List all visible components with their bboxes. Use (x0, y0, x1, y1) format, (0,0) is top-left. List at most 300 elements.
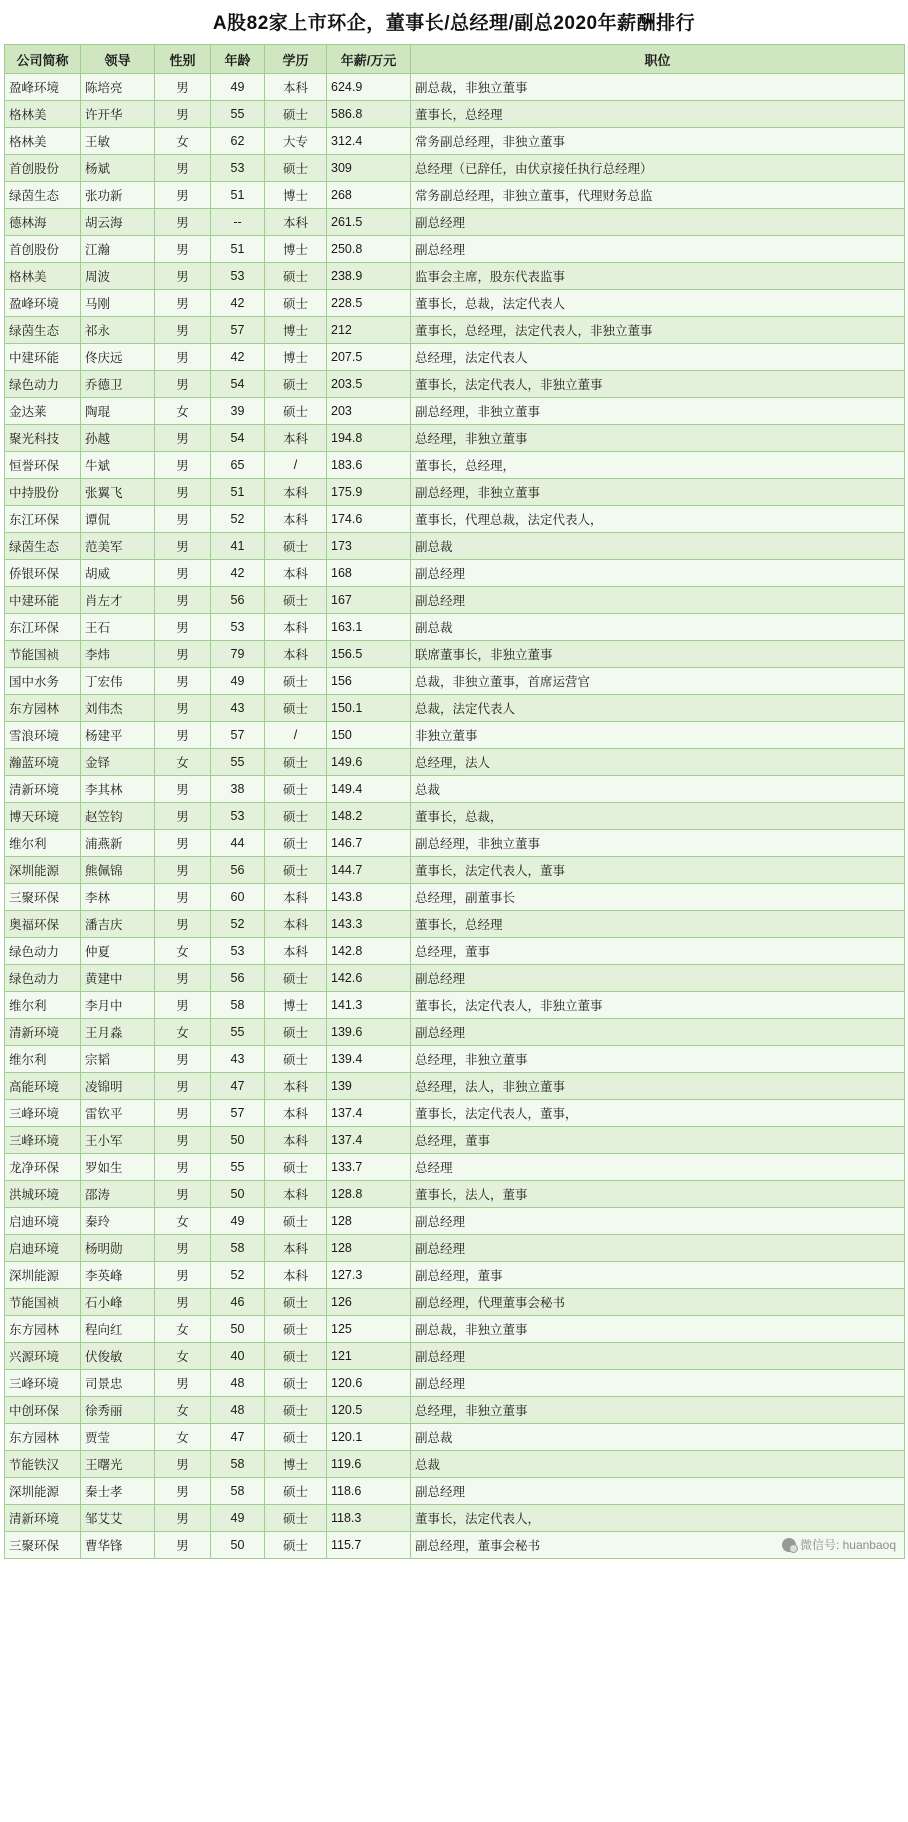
table-cell: 238.9 (327, 263, 411, 290)
table-cell: 男 (155, 236, 211, 263)
table-cell: 硕士 (265, 1208, 327, 1235)
table-cell: 董事长，总经理 (411, 101, 905, 128)
table-row (5, 803, 905, 830)
table-cell: 硕士 (265, 830, 327, 857)
watermark-label: 微信号: huanbaoq (799, 1538, 896, 1552)
table-cell: 50 (211, 1532, 265, 1559)
table-cell: 40 (211, 1343, 265, 1370)
table-cell: 121 (327, 1343, 411, 1370)
table-cell: 本科 (265, 1100, 327, 1127)
table-cell: 王敏 (81, 128, 155, 155)
table-cell: 42 (211, 290, 265, 317)
table-cell: 董事长，法定代表人，董事 (411, 857, 905, 884)
table-cell: 男 (155, 1235, 211, 1262)
table-cell: 硕士 (265, 1343, 327, 1370)
table-cell: 董事长，总裁，法定代表人 (411, 290, 905, 317)
table-row (5, 614, 905, 641)
table-cell: 维尔利 (5, 1046, 81, 1073)
table-cell: 董事长，总经理 (411, 911, 905, 938)
table-cell: 本科 (265, 479, 327, 506)
table-cell: 总经理，副董事长 (411, 884, 905, 911)
table-row (5, 1505, 905, 1532)
table-row (5, 965, 905, 992)
table-cell: 115.7 (327, 1532, 411, 1559)
table-row (5, 1343, 905, 1370)
table-cell: 大专 (265, 128, 327, 155)
table-cell: 董事长，法定代表人， (411, 1505, 905, 1532)
table-cell: 副总裁，非独立董事 (411, 74, 905, 101)
table-cell: 52 (211, 911, 265, 938)
table-cell: 男 (155, 587, 211, 614)
table-cell: 陈培亮 (81, 74, 155, 101)
table-cell: 副总裁 (411, 533, 905, 560)
table-row (5, 722, 905, 749)
table-row (5, 236, 905, 263)
table-cell: 三聚环保 (5, 884, 81, 911)
table-row (5, 911, 905, 938)
table-cell: 深圳能源 (5, 857, 81, 884)
table-row (5, 1532, 905, 1559)
table-cell: 本科 (265, 425, 327, 452)
table-cell: 李炜 (81, 641, 155, 668)
table-cell: 142.6 (327, 965, 411, 992)
table-cell: 谭侃 (81, 506, 155, 533)
table-cell: 312.4 (327, 128, 411, 155)
table-cell: 总经理，非独立董事 (411, 1397, 905, 1424)
table-cell: 49 (211, 74, 265, 101)
table-cell: 228.5 (327, 290, 411, 317)
table-cell: 167 (327, 587, 411, 614)
table-cell: 副总经理 (411, 560, 905, 587)
table-row (5, 1073, 905, 1100)
table-cell: 男 (155, 425, 211, 452)
table-cell: 212 (327, 317, 411, 344)
table-cell: 潘吉庆 (81, 911, 155, 938)
table-cell: 女 (155, 1019, 211, 1046)
table-cell: 39 (211, 398, 265, 425)
table-cell: 183.6 (327, 452, 411, 479)
page-title: A股82家上市环企，董事长/总经理/副总2020年薪酬排行 (212, 13, 696, 34)
table-cell: 洪城环境 (5, 1181, 81, 1208)
table-cell: 硕士 (265, 263, 327, 290)
table-cell: 石小峰 (81, 1289, 155, 1316)
table-cell: 250.8 (327, 236, 411, 263)
table-cell: 男 (155, 857, 211, 884)
table-cell: 硕士 (265, 290, 327, 317)
table-cell: 副总裁，非独立董事 (411, 1316, 905, 1343)
table-row (5, 776, 905, 803)
table-row (5, 1478, 905, 1505)
table-cell: 邹艾艾 (81, 1505, 155, 1532)
table-cell: 瀚蓝环境 (5, 749, 81, 776)
table-cell: 男 (155, 182, 211, 209)
table-cell: 德林海 (5, 209, 81, 236)
table-cell: 203.5 (327, 371, 411, 398)
table-cell: 男 (155, 992, 211, 1019)
table-row (5, 398, 905, 425)
table-cell: 盈峰环境 (5, 74, 81, 101)
table-cell: 绿色动力 (5, 965, 81, 992)
table-cell: 副总经理 (411, 1343, 905, 1370)
table-cell: 硕士 (265, 533, 327, 560)
table-cell: 三聚环保 (5, 1532, 81, 1559)
table-cell: / (265, 452, 327, 479)
table-cell: 男 (155, 1046, 211, 1073)
table-cell: 副总经理，董事 (411, 1262, 905, 1289)
table-cell: 58 (211, 1478, 265, 1505)
table-cell: 总裁 (411, 776, 905, 803)
table-cell: 144.7 (327, 857, 411, 884)
table-cell: 150 (327, 722, 411, 749)
table-cell: / (265, 722, 327, 749)
table-cell: 男 (155, 560, 211, 587)
table-cell: 52 (211, 506, 265, 533)
table-cell: 本科 (265, 1073, 327, 1100)
table-header (5, 45, 905, 74)
table-row (5, 560, 905, 587)
table-cell: 首创股份 (5, 236, 81, 263)
table-cell: 47 (211, 1424, 265, 1451)
table-cell: 兴源环境 (5, 1343, 81, 1370)
table-cell: 李英峰 (81, 1262, 155, 1289)
table-cell: 绿色动力 (5, 371, 81, 398)
table-cell: 男 (155, 290, 211, 317)
table-cell: 总经理（已辞任，由伏京接任执行总经理） (411, 155, 905, 182)
table-row (5, 155, 905, 182)
table-cell: 56 (211, 857, 265, 884)
table-cell: 贾莹 (81, 1424, 155, 1451)
table-cell: 秦士孝 (81, 1478, 155, 1505)
table-cell: 43 (211, 1046, 265, 1073)
table-cell: 常务副总经理，非独立董事 (411, 128, 905, 155)
table-cell: 44 (211, 830, 265, 857)
table-cell: 女 (155, 1397, 211, 1424)
table-cell: 女 (155, 938, 211, 965)
table-row (5, 128, 905, 155)
table-cell: 博士 (265, 992, 327, 1019)
table-cell: 李月中 (81, 992, 155, 1019)
table-row (5, 1262, 905, 1289)
table-cell: 120.5 (327, 1397, 411, 1424)
table-cell: 东江环保 (5, 506, 81, 533)
table-cell: 深圳能源 (5, 1262, 81, 1289)
table-cell: 143.8 (327, 884, 411, 911)
table-cell: 高能环境 (5, 1073, 81, 1100)
table-cell: 54 (211, 425, 265, 452)
table-cell: 男 (155, 911, 211, 938)
table-cell: 本科 (265, 641, 327, 668)
table-cell: 宗韬 (81, 1046, 155, 1073)
table-cell: 42 (211, 344, 265, 371)
table-cell: 深圳能源 (5, 1478, 81, 1505)
table-cell: 总经理，非独立董事 (411, 425, 905, 452)
table-cell: 绿茵生态 (5, 182, 81, 209)
table-cell: 东方园林 (5, 695, 81, 722)
table-cell: 119.6 (327, 1451, 411, 1478)
table-cell: 江瀚 (81, 236, 155, 263)
table-cell: 东方园林 (5, 1424, 81, 1451)
table-cell: 三峰环境 (5, 1100, 81, 1127)
table-cell: 联席董事长，非独立董事 (411, 641, 905, 668)
table-cell: 启迪环境 (5, 1208, 81, 1235)
table-cell: 程向红 (81, 1316, 155, 1343)
table-cell: 硕士 (265, 155, 327, 182)
table-cell: 49 (211, 1505, 265, 1532)
table-cell: 男 (155, 695, 211, 722)
table-cell: 148.2 (327, 803, 411, 830)
table-cell: 男 (155, 1100, 211, 1127)
table-row (5, 1235, 905, 1262)
table-cell: 牛斌 (81, 452, 155, 479)
table-cell: 副总经理 (411, 965, 905, 992)
table-row (5, 101, 905, 128)
table-cell: 佟庆远 (81, 344, 155, 371)
table-cell: 女 (155, 1208, 211, 1235)
table-cell: 监事会主席，股东代表监事 (411, 263, 905, 290)
table-row (5, 209, 905, 236)
table-row (5, 74, 905, 101)
table-cell: 54 (211, 371, 265, 398)
table-cell: 乔德卫 (81, 371, 155, 398)
table-cell: 79 (211, 641, 265, 668)
table-row (5, 533, 905, 560)
table-row (5, 506, 905, 533)
table-row (5, 1208, 905, 1235)
table-cell: 金达莱 (5, 398, 81, 425)
table-cell: 261.5 (327, 209, 411, 236)
table-cell: 董事长，代理总裁，法定代表人， (411, 506, 905, 533)
table-row (5, 1154, 905, 1181)
table-cell: 邵涛 (81, 1181, 155, 1208)
table-cell: 副总经理 (411, 236, 905, 263)
table-cell: 中建环能 (5, 587, 81, 614)
table-cell: 浦燕新 (81, 830, 155, 857)
table-cell: 硕士 (265, 1019, 327, 1046)
table-cell: 50 (211, 1316, 265, 1343)
table-row (5, 1289, 905, 1316)
table-cell: 120.6 (327, 1370, 411, 1397)
table-cell: 丁宏伟 (81, 668, 155, 695)
table-cell: 黄建中 (81, 965, 155, 992)
table-row (5, 1397, 905, 1424)
table-row (5, 1370, 905, 1397)
table-cell: 203 (327, 398, 411, 425)
table-cell: 盈峰环境 (5, 290, 81, 317)
table-row (5, 1100, 905, 1127)
table-cell: 王曙光 (81, 1451, 155, 1478)
table-cell: 国中水务 (5, 668, 81, 695)
table-cell: 男 (155, 1478, 211, 1505)
table-cell: 三峰环境 (5, 1370, 81, 1397)
table-row (5, 1451, 905, 1478)
table-cell: 55 (211, 1019, 265, 1046)
table-cell: 杨斌 (81, 155, 155, 182)
table-cell: 女 (155, 1316, 211, 1343)
table-cell: 本科 (265, 506, 327, 533)
table-cell: 309 (327, 155, 411, 182)
table-row (5, 290, 905, 317)
table-cell: 本科 (265, 938, 327, 965)
table-cell: 硕士 (265, 1154, 327, 1181)
table-cell: 副总经理 (411, 1478, 905, 1505)
table-cell: 总裁，法定代表人 (411, 695, 905, 722)
table-cell: 128 (327, 1235, 411, 1262)
table-cell: 格林美 (5, 101, 81, 128)
table-cell: 男 (155, 371, 211, 398)
table-cell: 女 (155, 398, 211, 425)
table-row (5, 695, 905, 722)
table-cell: 副总裁 (411, 614, 905, 641)
table-row (5, 749, 905, 776)
table-cell: 194.8 (327, 425, 411, 452)
table-cell: 本科 (265, 884, 327, 911)
table-cell: 东方园林 (5, 1316, 81, 1343)
table-cell: 163.1 (327, 614, 411, 641)
table-cell: 46 (211, 1289, 265, 1316)
table-cell: 硕士 (265, 587, 327, 614)
table-cell: 许开华 (81, 101, 155, 128)
table-cell: 副总经理，非独立董事 (411, 398, 905, 425)
table-cell: 博士 (265, 1451, 327, 1478)
table-cell: 中创环保 (5, 1397, 81, 1424)
table-row (5, 830, 905, 857)
table-cell: 硕士 (265, 695, 327, 722)
table-cell: 总经理，法人，非独立董事 (411, 1073, 905, 1100)
table-cell: 硕士 (265, 965, 327, 992)
table-cell: 本科 (265, 74, 327, 101)
table-cell: 49 (211, 668, 265, 695)
table-cell: 55 (211, 1154, 265, 1181)
table-cell: 硕士 (265, 371, 327, 398)
table-cell: 男 (155, 209, 211, 236)
table-cell: 51 (211, 236, 265, 263)
table-cell: 硕士 (265, 101, 327, 128)
table-cell: 男 (155, 1073, 211, 1100)
table-cell: 中持股份 (5, 479, 81, 506)
table-cell: 男 (155, 74, 211, 101)
table-cell: 恒誉环保 (5, 452, 81, 479)
table-cell: 125 (327, 1316, 411, 1343)
table-cell: 男 (155, 452, 211, 479)
table-cell: 男 (155, 614, 211, 641)
table-cell: 男 (155, 776, 211, 803)
table-row (5, 479, 905, 506)
table-cell: 男 (155, 101, 211, 128)
table-cell: 副总经理 (411, 209, 905, 236)
table-cell: 137.4 (327, 1127, 411, 1154)
table-cell: 男 (155, 1505, 211, 1532)
table-cell: 副总经理 (411, 1019, 905, 1046)
table-cell: 硕士 (265, 1478, 327, 1505)
table-cell: 周波 (81, 263, 155, 290)
table-cell: 节能国祯 (5, 1289, 81, 1316)
table-cell: 149.4 (327, 776, 411, 803)
column-header-age: 年龄 (211, 45, 265, 74)
wechat-icon (782, 1538, 796, 1552)
table-cell: 王小军 (81, 1127, 155, 1154)
table-cell: 董事长，法定代表人，非独立董事 (411, 371, 905, 398)
table-cell: 207.5 (327, 344, 411, 371)
table-cell: 男 (155, 1451, 211, 1478)
table-cell: 男 (155, 479, 211, 506)
table-cell: 硕士 (265, 1316, 327, 1343)
table-cell: 男 (155, 344, 211, 371)
table-cell: 硕士 (265, 857, 327, 884)
table-row (5, 1127, 905, 1154)
table-cell: 本科 (265, 1262, 327, 1289)
column-header-gender: 性别 (155, 45, 211, 74)
table-cell: 副总经理 (411, 1370, 905, 1397)
table-cell: 副总裁 (411, 1424, 905, 1451)
table-cell: 博士 (265, 182, 327, 209)
table-cell: 雪浪环境 (5, 722, 81, 749)
table-cell: 男 (155, 803, 211, 830)
table-cell: 清新环境 (5, 1019, 81, 1046)
table-cell: 男 (155, 884, 211, 911)
table-row (5, 452, 905, 479)
table-cell: 博天环境 (5, 803, 81, 830)
table-cell: 38 (211, 776, 265, 803)
table-cell: 本科 (265, 911, 327, 938)
table-row (5, 938, 905, 965)
table-cell: 胡威 (81, 560, 155, 587)
column-header-leader: 领导 (81, 45, 155, 74)
table-cell: 绿茵生态 (5, 317, 81, 344)
table-cell: 节能国祯 (5, 641, 81, 668)
table-cell: 博士 (265, 236, 327, 263)
table-cell: 51 (211, 182, 265, 209)
table-cell: 53 (211, 938, 265, 965)
table-cell: 57 (211, 317, 265, 344)
table-cell: 启迪环境 (5, 1235, 81, 1262)
table-cell: 男 (155, 506, 211, 533)
table-cell: 张功新 (81, 182, 155, 209)
table-cell: 硕士 (265, 776, 327, 803)
table-cell: 168 (327, 560, 411, 587)
table-cell: 男 (155, 668, 211, 695)
table-cell: 139 (327, 1073, 411, 1100)
table-row (5, 317, 905, 344)
table-cell: 总经理，董事 (411, 1127, 905, 1154)
table-cell: 本科 (265, 1235, 327, 1262)
table-cell: 268 (327, 182, 411, 209)
table-cell: 142.8 (327, 938, 411, 965)
table-cell: 三峰环境 (5, 1127, 81, 1154)
table-cell: 146.7 (327, 830, 411, 857)
table-cell: 143.3 (327, 911, 411, 938)
table-cell: 祁永 (81, 317, 155, 344)
table-row (5, 587, 905, 614)
table-cell: 女 (155, 749, 211, 776)
table-cell: 副总经理 (411, 1208, 905, 1235)
table-cell: 王月淼 (81, 1019, 155, 1046)
table-cell: 52 (211, 1262, 265, 1289)
table-cell: 53 (211, 263, 265, 290)
table-cell: 东江环保 (5, 614, 81, 641)
column-header-position: 职位 (411, 45, 905, 74)
table-cell: 秦玲 (81, 1208, 155, 1235)
table-cell: 侨银环保 (5, 560, 81, 587)
table-cell: 48 (211, 1397, 265, 1424)
table-cell: 624.9 (327, 74, 411, 101)
table-cell: 李其林 (81, 776, 155, 803)
table-cell: 赵笠钧 (81, 803, 155, 830)
table-cell: 王石 (81, 614, 155, 641)
table-cell: 副总经理，代理董事会秘书 (411, 1289, 905, 1316)
table-cell: 奥福环保 (5, 911, 81, 938)
watermark (782, 1536, 896, 1553)
table-cell: 龙净环保 (5, 1154, 81, 1181)
